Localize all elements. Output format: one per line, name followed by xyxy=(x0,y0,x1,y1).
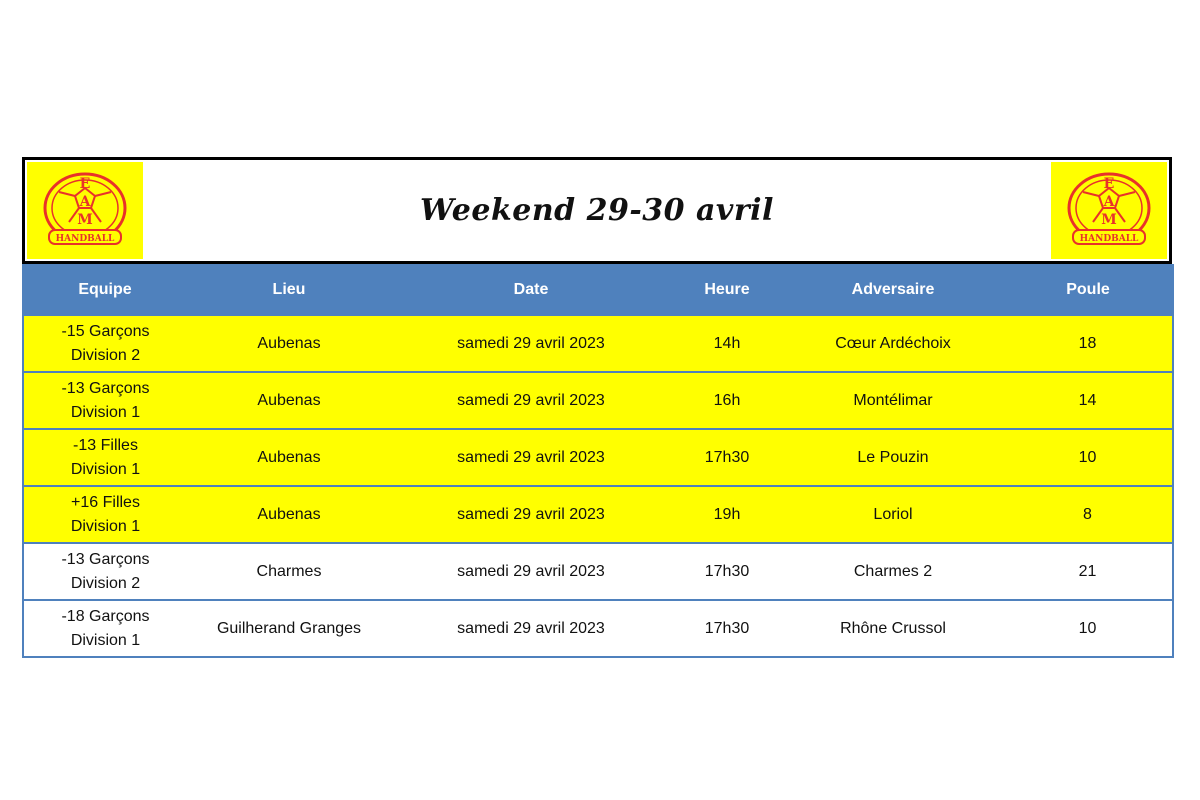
column-header-heure: Heure xyxy=(671,265,783,315)
logo-letter-e: E xyxy=(1103,175,1115,192)
cell-lieu: Aubenas xyxy=(187,486,391,543)
table-row xyxy=(23,315,1173,372)
cell-poule: 10 xyxy=(1003,600,1173,657)
cell-equipe xyxy=(23,543,187,600)
team-name: -13 Filles xyxy=(73,436,138,454)
table-row xyxy=(23,429,1173,486)
schedule-sheet xyxy=(22,157,1172,658)
team-division: Division 1 xyxy=(70,460,141,478)
cell-poule: 8 xyxy=(1003,486,1173,543)
logo-letter-a: A xyxy=(1103,193,1115,210)
cell-equipe xyxy=(23,315,187,372)
page-title: Weekend 29-30 avril xyxy=(420,193,774,228)
table-row xyxy=(23,372,1173,429)
team-division: Division 1 xyxy=(70,517,141,535)
cell-equipe xyxy=(23,600,187,657)
cell-adversaire: Cœur Ardéchoix xyxy=(783,315,1003,372)
cell-heure: 17h30 xyxy=(671,600,783,657)
cell-lieu: Aubenas xyxy=(187,372,391,429)
column-header-equipe: Equipe xyxy=(23,265,187,315)
team-name: -18 Garçons xyxy=(61,607,150,625)
cell-date: samedi 29 avril 2023 xyxy=(391,429,671,486)
column-header-date: Date xyxy=(391,265,671,315)
column-header-poule: Poule xyxy=(1003,265,1173,315)
cell-lieu: Guilherand Granges xyxy=(187,600,391,657)
logo-handball-text: HANDBALL xyxy=(55,233,115,244)
team-name: -13 Garçons xyxy=(61,379,150,397)
team-division: Division 2 xyxy=(70,574,141,592)
cell-date: samedi 29 avril 2023 xyxy=(391,315,671,372)
team-division: Division 1 xyxy=(70,631,141,649)
column-header-lieu: Lieu xyxy=(187,265,391,315)
cell-poule: 10 xyxy=(1003,429,1173,486)
handball-logo-icon xyxy=(1059,168,1159,254)
cell-date: samedi 29 avril 2023 xyxy=(391,486,671,543)
cell-heure: 19h xyxy=(671,486,783,543)
cell-adversaire: Loriol xyxy=(783,486,1003,543)
team-division: Division 1 xyxy=(70,403,141,421)
cell-date: samedi 29 avril 2023 xyxy=(391,543,671,600)
team-name: +16 Filles xyxy=(71,493,140,511)
cell-lieu: Aubenas xyxy=(187,429,391,486)
logo-letter-m: M xyxy=(77,211,93,228)
cell-heure: 17h30 xyxy=(671,543,783,600)
logo-letter-m: M xyxy=(1101,211,1117,228)
cell-equipe xyxy=(23,429,187,486)
table-header-row xyxy=(23,265,1173,315)
cell-date: samedi 29 avril 2023 xyxy=(391,372,671,429)
team-name: -15 Garçons xyxy=(61,322,150,340)
cell-poule: 21 xyxy=(1003,543,1173,600)
cell-heure: 17h30 xyxy=(671,429,783,486)
cell-equipe xyxy=(23,486,187,543)
cell-poule: 18 xyxy=(1003,315,1173,372)
club-logo-right xyxy=(1051,162,1167,259)
cell-date: samedi 29 avril 2023 xyxy=(391,600,671,657)
cell-poule: 14 xyxy=(1003,372,1173,429)
cell-adversaire: Rhône Crussol xyxy=(783,600,1003,657)
cell-lieu: Aubenas xyxy=(187,315,391,372)
logo-letter-e: E xyxy=(79,175,91,192)
cell-adversaire: Charmes 2 xyxy=(783,543,1003,600)
banner xyxy=(22,157,1172,264)
schedule-table xyxy=(22,264,1174,658)
logo-letter-a: A xyxy=(79,193,91,210)
table-row xyxy=(23,600,1173,657)
cell-heure: 14h xyxy=(671,315,783,372)
cell-heure: 16h xyxy=(671,372,783,429)
cell-lieu: Charmes xyxy=(187,543,391,600)
team-division: Division 2 xyxy=(70,346,141,364)
cell-equipe xyxy=(23,372,187,429)
team-name: -13 Garçons xyxy=(61,550,150,568)
table-row xyxy=(23,486,1173,543)
logo-handball-text: HANDBALL xyxy=(1079,233,1139,244)
cell-adversaire: Le Pouzin xyxy=(783,429,1003,486)
cell-adversaire: Montélimar xyxy=(783,372,1003,429)
table-row xyxy=(23,543,1173,600)
column-header-adversaire: Adversaire xyxy=(783,265,1003,315)
